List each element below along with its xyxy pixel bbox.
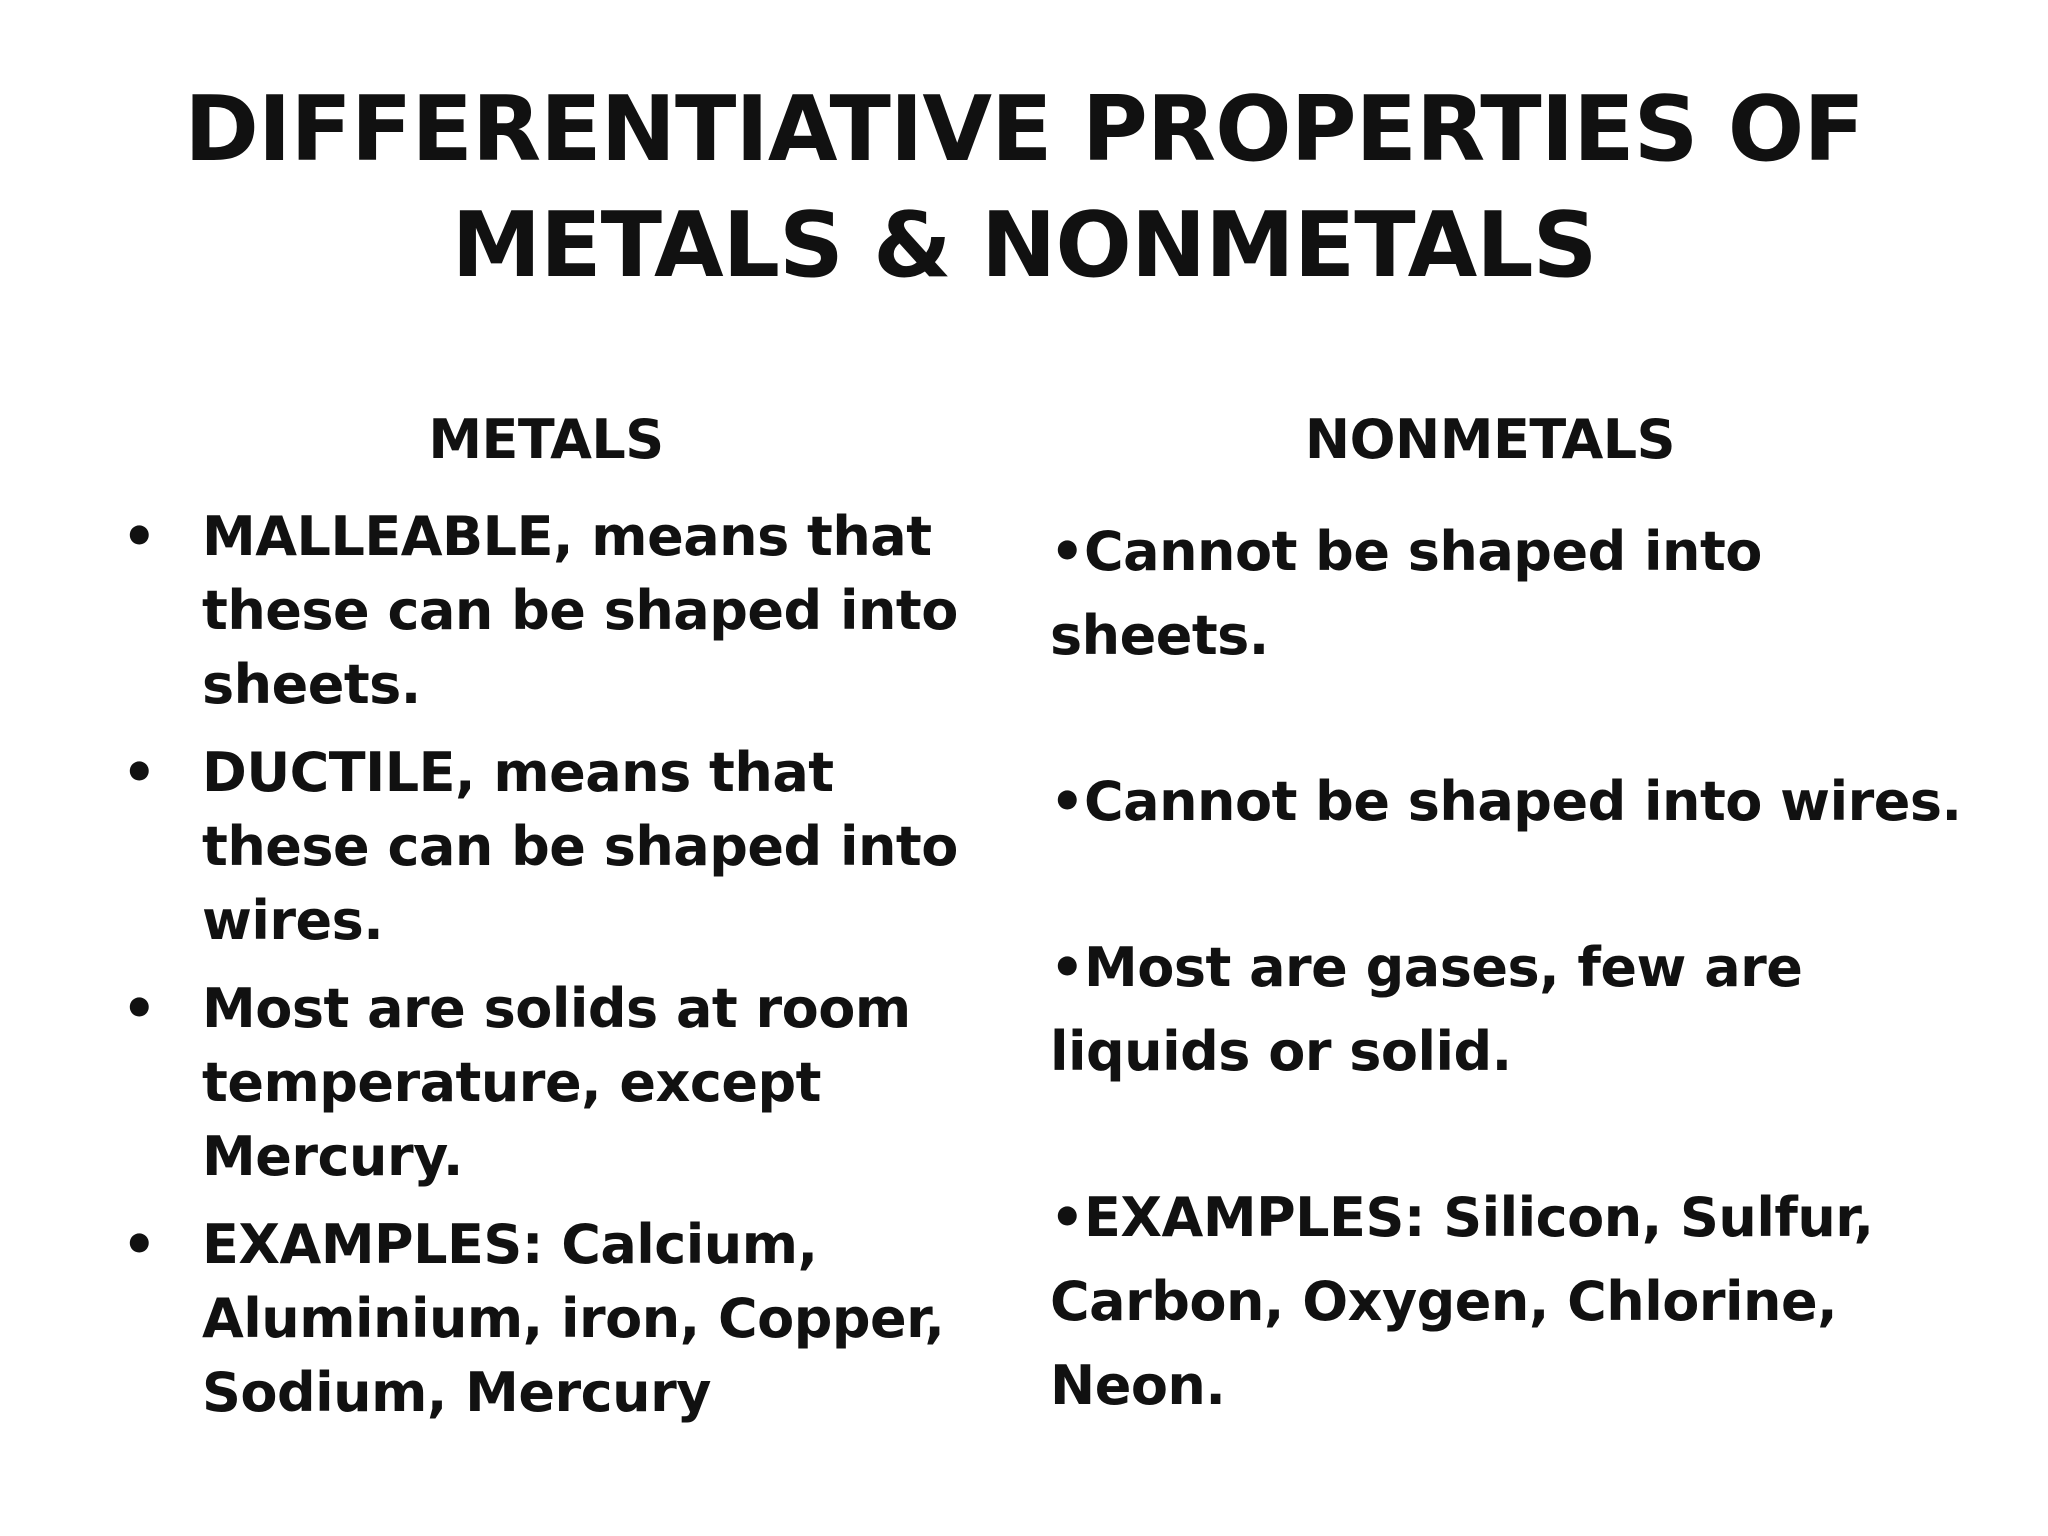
list-item [110, 972, 1000, 1194]
bullet-icon: • [122, 977, 157, 1040]
bullet-icon: • [122, 1213, 157, 1276]
list-item [110, 500, 1000, 722]
title-line-1: DIFFERENTIATIVE PROPERTIES OF [184, 77, 1864, 182]
list-item [110, 1208, 1000, 1430]
bullet-icon: • [122, 505, 157, 568]
list-item [110, 736, 1000, 958]
list-item: •Cannot be shaped into wires. [1050, 770, 1962, 833]
list-item-text: Most are solids at room temperature, except Mercury. [202, 977, 911, 1188]
bullet-icon: • [122, 741, 157, 804]
list-item-text: DUCTILE, means that these can be shaped into wires. [202, 741, 958, 952]
metals-heading: METALS [428, 408, 664, 471]
list-item: •Most are gases, few are liquids or solid. [1050, 936, 1803, 1083]
nonmetals-heading: NONMETALS [1304, 408, 1676, 471]
list-item: •Cannot be shaped into sheets. [1050, 520, 1762, 667]
list-item-text: MALLEABLE, means that these can be shaped into sheets. [202, 505, 958, 716]
list-item-text: EXAMPLES: Calcium, Aluminium, iron, Copper, Sodium, Mercury [202, 1213, 945, 1424]
nonmetals-list [1050, 510, 1980, 1510]
slide-title [0, 72, 2048, 304]
list-item: •EXAMPLES: Silicon, Sulfur, Carbon, Oxygen, Chlorine, Neon. [1050, 1186, 1874, 1417]
title-line-2: METALS & NONMETALS [451, 193, 1597, 298]
metals-list [110, 500, 1000, 1444]
